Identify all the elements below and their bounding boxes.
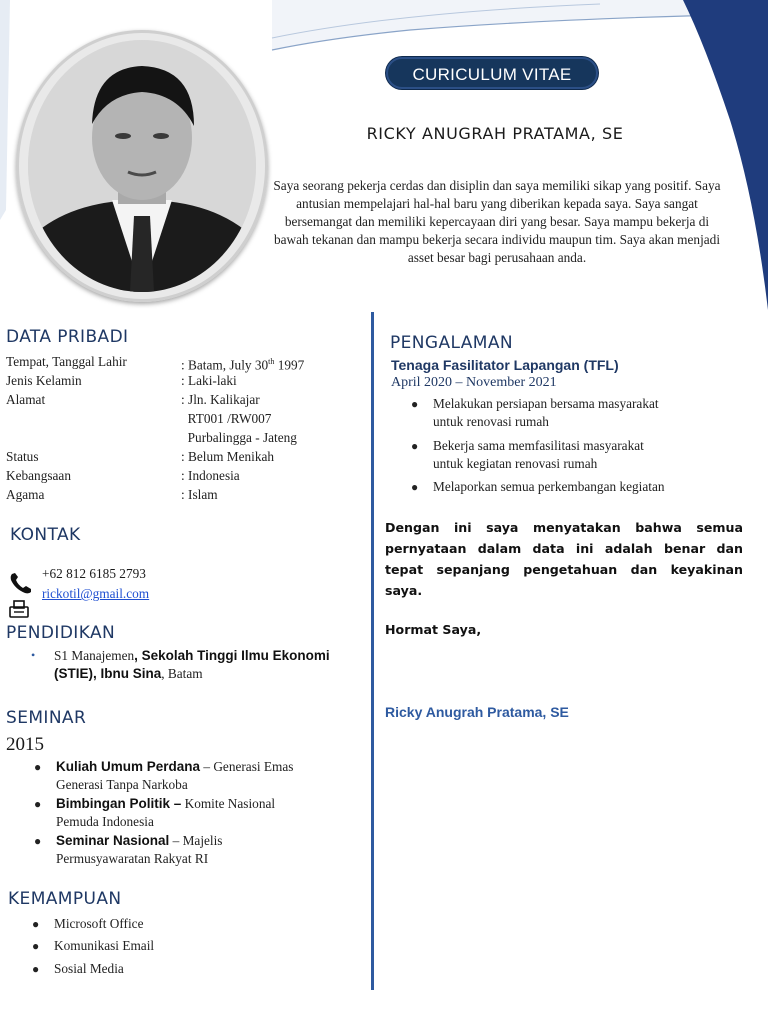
info-value: : Belum Menikah xyxy=(181,449,275,464)
section-title-pengalaman: PENGALAMAN xyxy=(390,333,514,353)
section-title-kontak: KONTAK xyxy=(10,525,81,545)
phone-icon xyxy=(8,572,34,601)
info-label: Kebangsaan xyxy=(6,468,71,483)
info-value: RT001 /RW007 xyxy=(181,411,272,426)
section-title-kemampuan: KEMAMPUAN xyxy=(8,889,122,909)
info-value: : Jln. Kalikajar xyxy=(181,392,260,407)
seminar-item: ● Bimbingan Politik – Komite Nasional Pemuda Indonesia xyxy=(34,796,276,829)
email-link[interactable]: rickotil@gmail.com xyxy=(42,586,150,601)
experience-item: ● Melaporkan semua perkembangan kegiatan xyxy=(411,479,665,494)
job-date: April 2020 – November 2021 xyxy=(391,375,557,390)
profile-photo xyxy=(28,40,256,292)
info-value: : Batam, July 30th 1997 xyxy=(181,357,305,373)
experience-item: ● Bekerja sama memfasilitasi masyarakat untuk kegiatan renovasi rumah xyxy=(411,438,644,471)
seminar-item: ● Kuliah Umum Perdana – Generasi Emas Generasi Tanpa Narkoba xyxy=(34,759,294,792)
cv-title-badge: CURICULUM VITAE xyxy=(386,57,598,89)
job-title: Tenaga Fasilitator Lapangan (TFL) xyxy=(391,357,619,373)
info-label: Tempat, Tanggal Lahir xyxy=(6,354,127,369)
profile-summary: Saya seorang pekerja cerdas dan disiplin dan saya memiliki sikap yang positif. Saya antusian mempelajari hal-hal baru yang diberikan kepada saya. Saya sangat bersemangat dan memiliki kepercayaan diri yang besar. Saya mampu bekerja di bawah tekanan dan mampu bekerja secara individu maupun tim. Saya akan menjadi asset besar bagi perusahaan anda. xyxy=(273,178,721,265)
declaration-text: Dengan ini saya menyatakan bahwa semua pernyataan dalam data ini adalah benar dan tepat sepanjang pengetahuan dan keyakinan saya. xyxy=(385,520,743,598)
education-item: S1 Manajemen, Sekolah Tinggi Ilmu Ekonomi (STIE), Ibnu Sina, Batam xyxy=(54,648,330,681)
seminar-year: 2015 xyxy=(6,734,44,755)
seminar-item: ● Seminar Nasional – Majelis Permusyawaratan Rakyat RI xyxy=(34,833,223,866)
signature-name: Ricky Anugrah Pratama, SE xyxy=(385,704,569,720)
section-title-data-pribadi: DATA PRIBADI xyxy=(6,327,129,347)
info-value: : Islam xyxy=(181,487,218,502)
info-label: Jenis Kelamin xyxy=(6,373,82,388)
info-value: : Indonesia xyxy=(181,468,240,483)
info-value: : Laki-laki xyxy=(181,373,237,388)
experience-item: ● Melakukan persiapan bersama masyarakat untuk renovasi rumah xyxy=(411,396,659,429)
column-divider xyxy=(371,312,374,990)
skill-item: ● Microsoft Office xyxy=(32,916,144,931)
info-label: Agama xyxy=(6,487,45,502)
info-value: Purbalingga - Jateng xyxy=(181,430,297,445)
section-title-pendidikan: PENDIDIKAN xyxy=(6,623,116,643)
closing-text: Hormat Saya, xyxy=(385,622,482,637)
phone-number: +62 812 6185 2793 xyxy=(42,566,146,581)
skill-item: ● Komunikasi Email xyxy=(32,938,155,953)
section-title-seminar: SEMINAR xyxy=(6,708,87,728)
skill-item: ● Sosial Media xyxy=(32,961,124,976)
fax-icon xyxy=(8,600,30,623)
info-label: Alamat xyxy=(6,392,46,407)
bullet: • xyxy=(31,648,36,662)
candidate-name: RICKY ANUGRAH PRATAMA, SE xyxy=(366,124,624,143)
info-label: Status xyxy=(6,449,39,464)
